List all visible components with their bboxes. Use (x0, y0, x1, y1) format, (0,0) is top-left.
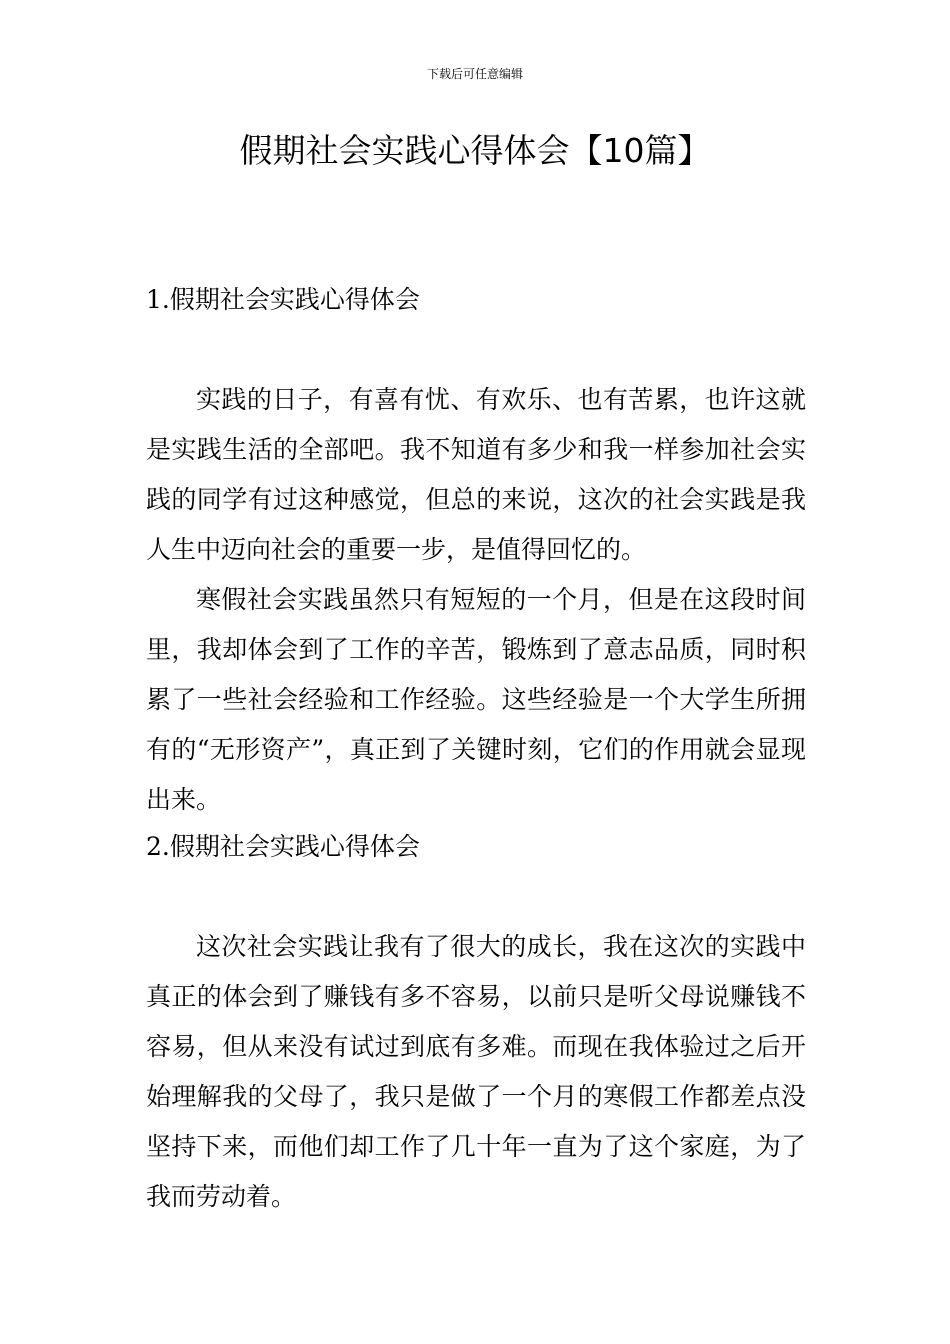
section-1-body (146, 375, 806, 825)
paragraph: 实践的日子，有喜有忧、有欢乐、也有苦累，也许这就是实践生活的全部吧。我不知道有多少和我一样参加社会实践的同学有过这种感觉，但总的来说，这次的社会实践是我人生中迈向社会的重要一步，是值得回忆的。 (146, 385, 806, 564)
paragraph: 寒假社会实践虽然只有短短的一个月，但是在这段时间里，我却体会到了工作的辛苦，锻炼到了意志品质，同时积累了一些社会经验和工作经验。这些经验是一个大学生所拥有的“无形资产”，真正到了关键时刻，它们的作用就会显现出来。 (146, 585, 806, 814)
document-title: 假期社会实践心得体会【10篇】 (239, 131, 711, 170)
section-1 (146, 275, 806, 325)
section-2-body (146, 922, 806, 1222)
paragraph: 这次社会实践让我有了很大的成长，我在这次的实践中真正的体会到了赚钱有多不容易，以前只是听父母说赚钱不容易，但从来没有试过到底有多难。而现在我体验过之后开始理解我的父母了，我只是做了一个月的寒假工作都差点没坚持下来，而他们却工作了几十年一直为了这个家庭，为了我而劳动着。 (146, 932, 806, 1211)
header-note: 下载后可任意编辑 (426, 67, 523, 81)
section-heading: 2.假期社会实践心得体会 (146, 832, 420, 861)
section-heading: 1.假期社会实践心得体会 (146, 285, 420, 314)
section-2 (146, 822, 806, 872)
